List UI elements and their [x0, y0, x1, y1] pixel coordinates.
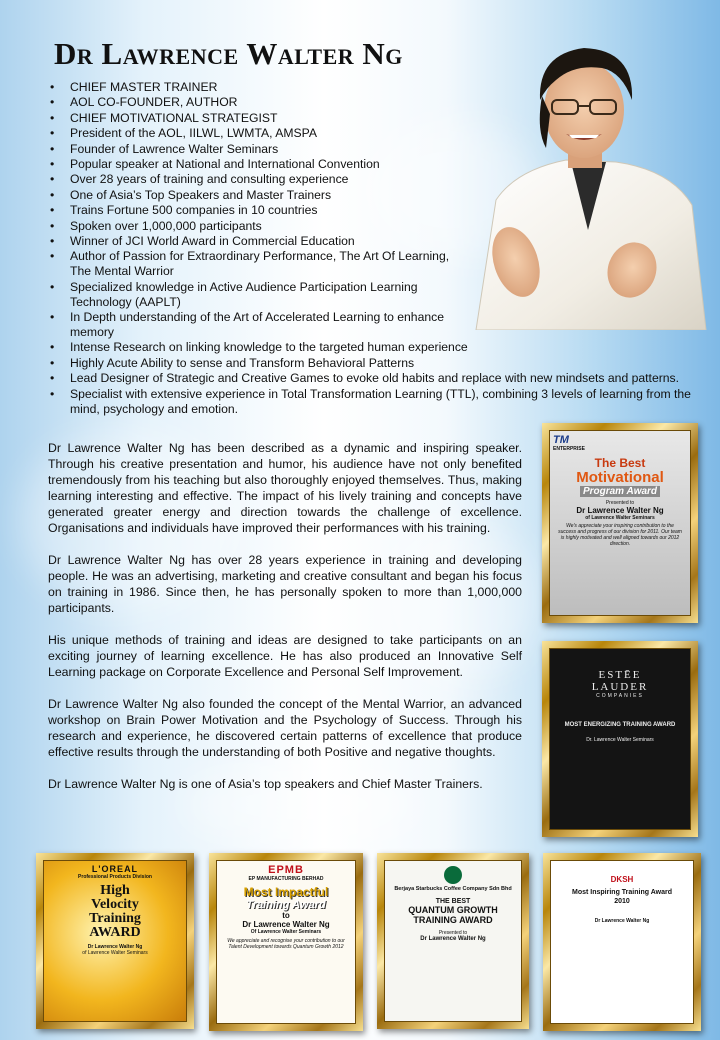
- award-title: Most Inspiring Training Award 2010: [572, 889, 672, 905]
- list-item: • Spoken over 1,000,000 participants: [48, 219, 708, 234]
- award-title-line: TRAINING AWARD: [413, 915, 493, 925]
- bio-paragraph: Dr Lawrence Walter Ng has over 28 years experience in training and developing people. He was an advertising, marketing and creative consultant and began his focus on training in 1986. Since then, he has personally spoken to more than 1,000,000 participants.: [48, 553, 522, 615]
- bio-paragraph: Dr Lawrence Walter Ng also founded the concept of the Mental Warrior, an advanced workshop on Brain Power Motivation and the Psychology of Success. Through his research and experience, he discovered certain patterns of excellence that produce effective results through the understanding of both Positive and negative thoughts.: [48, 697, 522, 759]
- award-recipient: Dr Lawrence Walter Ng: [420, 936, 486, 942]
- list-item: • Intense Research on linking knowledge to the targeted human experience: [48, 340, 708, 355]
- award-title-line: Most Impactful: [243, 885, 329, 899]
- starbucks-logo: [444, 866, 462, 884]
- list-item: • Highly Acute Ability to sense and Transform Behavioral Patterns: [48, 356, 708, 371]
- biography: [48, 440, 522, 808]
- epmb-company: EP MANUFACTURING BERHAD: [248, 876, 324, 882]
- award-plaque-estee-lauder: [542, 641, 698, 837]
- award-company: Berjaya Starbucks Coffee Company Sdn Bhd: [394, 886, 512, 892]
- award-to: to: [282, 911, 290, 920]
- list-item: • President of the AOL, IILWL, LWMTA, AMSPA: [48, 126, 708, 141]
- award-title: MOST ENERGIZING TRAINING AWARD: [564, 722, 676, 728]
- award-recipient: Dr Lawrence Walter Ng: [87, 944, 143, 950]
- award-title-line: The Best: [594, 456, 646, 470]
- dksh-logo: DKSH: [610, 875, 634, 884]
- award-recipient: Dr. Lawrence Walter Seminars: [586, 737, 654, 743]
- brand-line: L'OREAL: [91, 864, 139, 874]
- list-item: • Trains Fortune 500 companies in 10 countries: [48, 203, 708, 218]
- list-item: • Winner of JCI World Award in Commercial Education: [48, 234, 708, 249]
- award-title-line: Program Award: [580, 486, 660, 497]
- list-item: • One of Asia’s Top Speakers and Master Trainers: [48, 188, 708, 203]
- list-item: • CHIEF MASTER TRAINER: [48, 80, 708, 95]
- bio-paragraph: Dr Lawrence Walter Ng has been described as a dynamic and inspiring speaker. Through his creative presentation and humor, his audience have not only benefited tremendously from his teaching but also thoroughly enjoyed themselves. Thus, making learning interesting and effective. The impact of his lively training and concepts have generated greater energy and direction towards the challenge of excellence. Organisations and individuals have improved their performances with his training.: [48, 441, 522, 535]
- award-title-line: QUANTUM GROWTH: [408, 905, 498, 915]
- tm-enterprise: ENTERPRISE: [553, 446, 585, 452]
- list-item: • AOL CO-FOUNDER, AUTHOR: [48, 95, 708, 110]
- award-title-line: Training: [89, 911, 141, 926]
- award-title-line: THE BEST: [435, 898, 471, 905]
- list-item: • CHIEF MOTIVATIONAL STRATEGIST: [48, 111, 708, 126]
- award-org: of Lawrence Walter Seminars: [585, 515, 655, 521]
- list-item: • Specialized knowledge in Active Audience Participation Learning Technology (AAPLT): [48, 280, 470, 310]
- brand-division: Professional Products Division: [78, 874, 152, 880]
- award-presented: Presented to: [438, 930, 468, 936]
- list-item: • Popular speaker at National and International Convention: [48, 157, 708, 172]
- brand-line: LAUDER: [591, 681, 649, 693]
- award-title-line: Motivational: [576, 469, 664, 486]
- list-item: • Lead Designer of Strategic and Creative Games to evoke old habits and replace with new mindsets and patterns.: [48, 371, 708, 386]
- epmb-logo: EPMB: [268, 864, 304, 876]
- award-title-line: High: [100, 883, 130, 898]
- award-plaque-starbucks: [377, 853, 529, 1029]
- award-presented: Presented to: [605, 500, 635, 506]
- list-item: • Specialist with extensive experience in Total Transformation Learning (TTL), combining 3 levels of learning from the mind, psychology and emotion.: [48, 387, 708, 417]
- award-recipient: Dr Lawrence Walter Ng: [242, 920, 330, 929]
- speaker-portrait: [456, 30, 714, 330]
- award-plaque-epmb: [209, 853, 363, 1031]
- award-org: Of Lawrence Walter Seminars: [250, 929, 322, 935]
- award-recipient: Dr Lawrence Walter Ng: [594, 918, 650, 924]
- page-title: Dr Lawrence Walter Ng: [54, 36, 403, 71]
- award-plaque-dksh: [543, 853, 701, 1031]
- bio-paragraph: Dr Lawrence Walter Ng is one of Asia’s top speakers and Chief Master Trainers.: [48, 777, 483, 791]
- award-org: of Lawrence Walter Seminars: [82, 950, 148, 956]
- award-title-line: Velocity: [91, 897, 139, 912]
- award-body: We's appreciate your inspiring contribution to the success and progress of our division for 2011. Our team is highly motivated and well aligned towards our 2012 direction.: [558, 523, 682, 547]
- list-item: • Author of Passion for Extraordinary Performance, The Art Of Learning, The Mental Warrior: [48, 249, 470, 279]
- award-body: We appreciate and recognise your contribution to our Talent Development towards Quantum Growth 2012: [227, 938, 345, 950]
- award-recipient: Dr Lawrence Walter Ng: [576, 506, 664, 515]
- brand-line: COMPANIES: [596, 693, 644, 699]
- award-title-line: Training Award: [246, 899, 326, 911]
- list-item: • Over 28 years of training and consulting experience: [48, 172, 708, 187]
- award-plaque-tm: [542, 423, 698, 623]
- award-title-line: AWARD: [89, 925, 141, 940]
- brand-line: ESTĒE: [598, 669, 642, 681]
- award-plaque-loreal: [36, 853, 194, 1029]
- bio-paragraph: His unique methods of training and ideas are designed to take participants on an exciting journey of learning excellence. He has also produced an Innovative Self Learning package on Corporate Excellence and Personal Self Improvement.: [48, 633, 522, 679]
- list-item: • In Depth understanding of the Art of Accelerated Learning to enhance memory: [48, 310, 470, 340]
- tm-logo: TM: [553, 434, 569, 446]
- list-item: • Founder of Lawrence Walter Seminars: [48, 142, 708, 157]
